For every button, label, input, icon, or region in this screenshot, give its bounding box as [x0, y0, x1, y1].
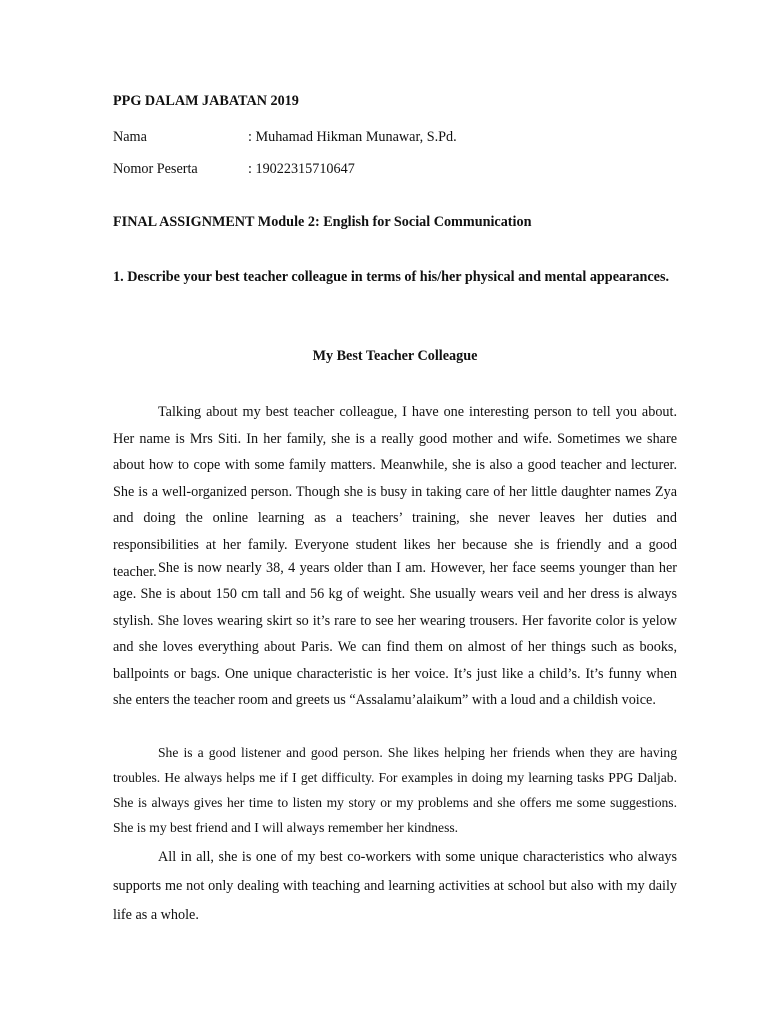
assignment-title: FINAL ASSIGNMENT Module 2: English for Social Communication — [113, 214, 532, 230]
name-label: Nama — [113, 129, 147, 145]
assignment-question: 1. Describe your best teacher colleague in terms of his/her physical and mental appearances. — [113, 269, 670, 285]
essay-paragraph-3: She is a good listener and good person. She likes helping her friends when they are having troubles. He always helps me if I get difficulty. For examples in doing my learning tasks PPG Daljab. She is always gives her time to listen my story or my problems and she offers me some suggestions. She is my best friend and I will always remember her kindness. — [113, 745, 677, 835]
participant-number-value: : 19022315710647 — [248, 161, 355, 177]
essay-paragraph-4: All in all, she is one of my best co-workers with some unique characteristics who always supports me not only dealing with teaching and learning activities at school but also with my daily life as a whole. — [113, 849, 677, 923]
participant-number-label: Nomor Peserta — [113, 161, 198, 177]
essay-title: My Best Teacher Colleague — [312, 348, 478, 364]
essay-paragraph-2: She is now nearly 38, 4 years older than I am. However, her face seems younger than her age. She is about 150 cm tall and 56 kg of weight. She usually wears veil and her dress is always stylish. She loves wearing skirt so it’s rare to see her wearing trousers. Her favorite color is yelow and she loves everything about Paris. We can find them on almost of her things such as books, ballpoints or bags. One unique characteristic is her voice. It’s just like a child’s. It’s funny when she enters the teacher room and greets us “Assalamu’alaikum” with a loud and a childish voice. — [113, 560, 677, 709]
document-title: PPG DALAM JABATAN 2019 — [113, 93, 299, 109]
name-value: : Muhamad Hikman Munawar, S.Pd. — [248, 129, 457, 145]
essay-paragraph-1: Talking about my best teacher colleague, I have one interesting person to tell you about. Her name is Mrs Siti. In her family, she is a really good mother and wife. Sometimes we share about how to cope with some family matters. Meanwhile, she is also a good teacher and lecturer. She is a well-organized person. Though she is busy in taking care of her little daughter names Zya and doing the online learning as a teachers’ training, she never leaves her duties and responsibilities at her family. Everyone student likes her because she is friendly and a good teacher. — [113, 404, 677, 580]
